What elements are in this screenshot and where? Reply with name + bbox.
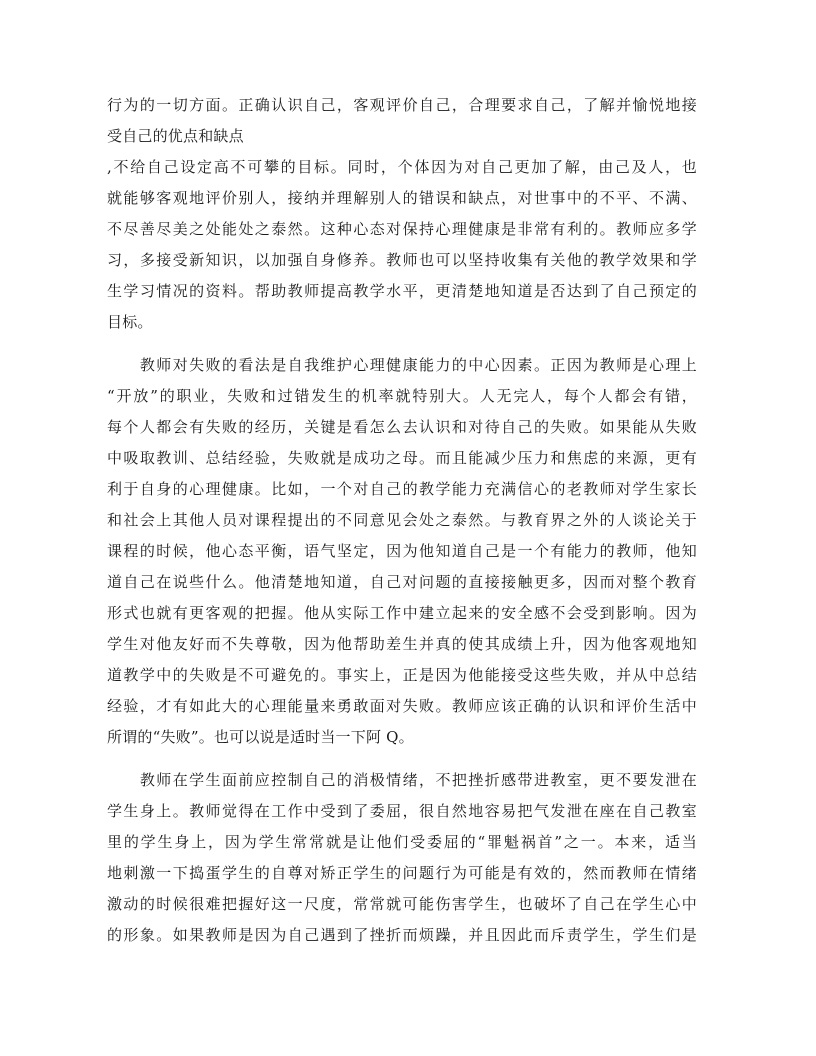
paragraph-spacer [107, 753, 697, 765]
text-line: 学生对他友好而不失尊敬，因为他帮助差生并真的使其成绩上升，因为他客观地知 [107, 635, 697, 653]
text-line: 利于自身的心理健康。比如，一个对自己的教学能力充满信心的老教师对学生家长 [107, 480, 697, 498]
text-line: 就能够客观地评价别人，接纳并理解别人的错误和缺点，对世事中的不平、不满、 [107, 189, 697, 207]
paragraph-1 [107, 90, 697, 338]
text-line: 教师对失败的看法是自我维护心理健康能力的中心因素。正因为教师是心理上 [107, 356, 697, 374]
text-line: 激动的时候很难把握好这一尺度，常常就可能伤害学生，也破坏了自己在学生心中 [107, 895, 697, 913]
text-line: 和社会上其他人员对课程提出的不同意见会处之泰然。与教育界之外的人谈论关于 [107, 511, 697, 529]
text-line: 习，多接受新知识，以加强自身修养。教师也可以坚持收集有关他的教学效果和学 [107, 251, 697, 269]
text-line: 的形象。如果教师是因为自己遇到了挫折而烦躁，并且因此而斥责学生，学生们是 [107, 926, 697, 944]
text-line: “开放”的职业，失败和过错发生的机率就特别大。人无完人，每个人都会有错， [107, 387, 697, 405]
text-line: 每个人都会有失败的经历，关键是看怎么去认识和对待自己的失败。如果能从失败 [107, 418, 697, 436]
paragraph-spacer [107, 338, 697, 350]
text-line: 行为的一切方面。正确认识自己，客观评价自己，合理要求自己，了解并愉悦地接 [107, 96, 697, 114]
paragraph-3 [107, 765, 697, 951]
text-line: 里的学生身上，因为学生常常就是让他们受委屈的“罪魁祸首”之一。本来，适当 [107, 833, 697, 851]
text-line: 道教学中的失败是不可避免的。事实上，正是因为他能接受这些失败，并从中总结 [107, 666, 697, 684]
text-line: 经验，才有如此大的心理能量来勇敢面对失败。教师应该正确的认识和评价生活中 [107, 697, 697, 715]
text-line: 地刺激一下捣蛋学生的自尊对矫正学生的问题行为可能是有效的，然而教师在情绪 [107, 864, 697, 882]
document-body [107, 90, 697, 951]
text-line: 课程的时候，他心态平衡，语气坚定，因为他知道自己是一个有能力的教师，他知 [107, 542, 697, 560]
text-line: 受自己的优点和缺点 [107, 127, 244, 145]
text-line: ,不给自己设定高不可攀的目标。同时，个体因为对自己更加了解，由己及人，也 [107, 158, 697, 176]
text-line: 目标。 [107, 313, 153, 331]
text-line: 形式也就有更客观的把握。他从实际工作中建立起来的安全感不会受到影响。因为 [107, 604, 697, 622]
text-line: 学生身上。教师觉得在工作中受到了委屈，很自然地容易把气发泄在座在自己教室 [107, 802, 697, 820]
text-line: 教师在学生面前应控制自己的消极情绪，不把挫折感带进教室，更不要发泄在 [107, 771, 697, 789]
paragraph-2 [107, 350, 697, 753]
text-line: 所谓的“失败”。也可以说是适时当一下阿 Q。 [107, 728, 414, 746]
text-line: 道自己在说些什么。他清楚地知道，自己对问题的直接接触更多，因而对整个教育 [107, 573, 697, 591]
text-line: 不尽善尽美之处能处之泰然。这种心态对保持心理健康是非常有利的。教师应多学 [107, 220, 697, 238]
text-line: 生学习情况的资料。帮助教师提高教学水平，更清楚地知道是否达到了自己预定的 [107, 282, 697, 300]
text-line: 中吸取教训、总结经验，失败就是成功之母。而且能减少压力和焦虑的来源，更有 [107, 449, 697, 467]
